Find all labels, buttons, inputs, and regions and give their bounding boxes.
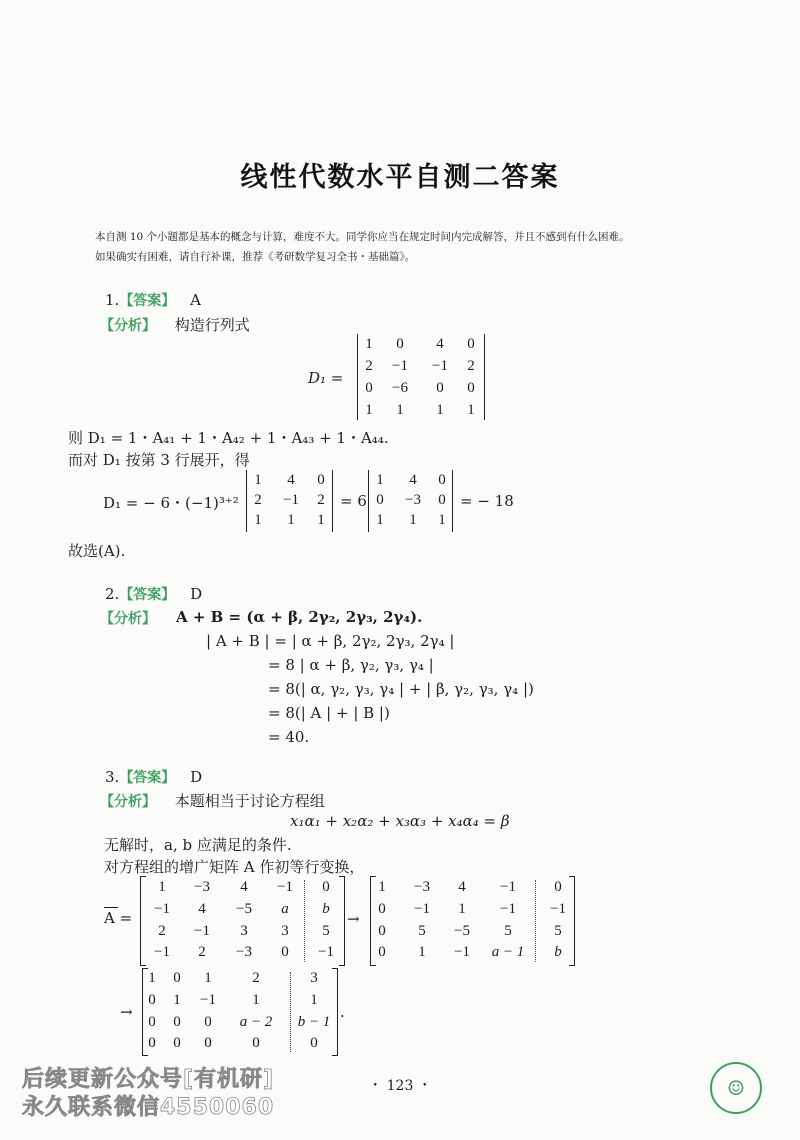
- q3-matrix-2: [370, 876, 575, 966]
- matrix-cell: b: [554, 944, 562, 960]
- matrix-cell: 2: [317, 492, 325, 508]
- matrix-cell: 0: [365, 380, 373, 396]
- matrix-cell: −1: [283, 492, 299, 508]
- matrix-cell: 1: [317, 512, 325, 528]
- matrix-cell: 1: [204, 970, 212, 986]
- q3-header: 3.【答案】 D: [105, 768, 203, 786]
- q1-eq-result: = − 18: [460, 492, 514, 510]
- q2-header: 2.【答案】 D: [105, 585, 203, 603]
- matrix-cell: −1: [432, 358, 448, 374]
- matrix-cell: a − 2: [239, 1014, 273, 1030]
- matrix-cell: 0: [310, 1035, 318, 1051]
- q3-analysis: 【分析】 本题相当于讨论方程组: [100, 792, 325, 810]
- watermark-line-2: 永久联系微信4550060: [22, 1095, 275, 1120]
- matrix-cell: 2: [198, 944, 206, 960]
- matrix-cell: 0: [173, 1014, 181, 1030]
- matrix-cell: 1: [173, 992, 181, 1008]
- q2-answer-tag: 【答案】: [119, 587, 176, 603]
- matrix-cell: 3: [281, 923, 289, 939]
- q3-line-2: 无解时，a, b 应满足的条件.: [104, 836, 292, 854]
- q3-arrow-2: →: [120, 1003, 133, 1021]
- matrix-cell: 0: [378, 944, 386, 960]
- matrix-cell: 2: [254, 492, 262, 508]
- matrix-cell: 4: [287, 472, 295, 488]
- matrix-cell: 1: [376, 512, 384, 528]
- matrix-cell: 0: [436, 380, 444, 396]
- q1-analysis: 【分析】 构造行列式: [100, 316, 250, 334]
- q3-line-3: 对方程组的增广矩阵 A 作初等行变换，: [104, 858, 365, 876]
- matrix-cell: 0: [204, 1035, 212, 1051]
- matrix-cell: 1: [287, 512, 295, 528]
- matrix-cell: 5: [322, 923, 330, 939]
- matrix-cell: 1: [418, 944, 426, 960]
- matrix-cell: 0: [378, 923, 386, 939]
- matrix-cell: 1: [409, 512, 417, 528]
- q3-abar-overline: [104, 907, 118, 908]
- q3-matrix-1: [140, 876, 345, 966]
- q1-eq-prefix: D₁ = − 6・(−1)³⁺²: [103, 494, 239, 512]
- q1-conclusion: 故选(A).: [68, 542, 126, 560]
- matrix-cell: 0: [148, 1035, 156, 1051]
- q3-period: .: [340, 1003, 345, 1021]
- matrix-cell: 0: [438, 492, 446, 508]
- matrix-cell: 0: [554, 879, 562, 895]
- page-title: 线性代数水平自测二答案: [240, 162, 560, 193]
- q2-analysis-tag: 【分析】: [100, 611, 156, 627]
- q2-line-6: = 40.: [268, 728, 310, 746]
- q3-answer: D: [190, 768, 203, 786]
- matrix-cell: −1: [277, 879, 293, 895]
- matrix-cell: 0: [396, 336, 404, 352]
- q2-line-2: | A + B | = | α + β, 2γ₂, 2γ₃, 2γ₄ |: [206, 632, 455, 650]
- matrix-cell: 0: [376, 492, 384, 508]
- watermark-line-1: 后续更新公众号[有机研]: [22, 1067, 275, 1092]
- q2-answer: D: [190, 585, 203, 603]
- matrix-cell: −5: [236, 901, 252, 917]
- matrix-cell: 0: [438, 472, 446, 488]
- matrix-cell: 0: [467, 336, 475, 352]
- matrix-cell: −1: [550, 901, 566, 917]
- q1-answer: A: [190, 291, 201, 309]
- matrix-cell: 2: [252, 970, 260, 986]
- matrix-cell: 0: [148, 992, 156, 1008]
- q2-line-4: = 8(| α, γ₂, γ₃, γ₄ | + | β, γ₂, γ₃, γ₄ |): [268, 680, 534, 698]
- q1-then-line: 则 D₁ = 1・A₄₁ + 1・A₄₂ + 1・A₄₃ + 1・A₄₄.: [68, 429, 389, 447]
- q3-answer-tag: 【答案】: [119, 770, 176, 786]
- matrix-cell: −6: [392, 380, 408, 396]
- matrix-cell: 1: [254, 512, 262, 528]
- q3-equation: x₁α₁ + x₂α₂ + x₃α₃ + x₄α₄ = β: [290, 812, 510, 830]
- matrix-cell: 1: [438, 512, 446, 528]
- q1-eq-mid: = 6: [340, 492, 367, 510]
- matrix-cell: 2: [365, 358, 373, 374]
- matrix-cell: −1: [200, 992, 216, 1008]
- matrix-cell: 2: [158, 923, 166, 939]
- matrix-cell: 5: [504, 923, 512, 939]
- matrix-cell: −1: [392, 358, 408, 374]
- q2-line-1: A + B = (α + β, 2γ₂, 2γ₃, 2γ₄).: [176, 608, 423, 626]
- q1-expand-line: 而对 D₁ 按第 3 行展开，得: [68, 451, 250, 469]
- q1-minor-2: [368, 470, 454, 532]
- matrix-cell: 1: [458, 901, 466, 917]
- matrix-cell: 0: [148, 1014, 156, 1030]
- q3-arrow-1: →: [347, 910, 360, 928]
- matrix-cell: 4: [458, 879, 466, 895]
- matrix-cell: b − 1: [297, 1014, 331, 1030]
- matrix-cell: a: [281, 901, 289, 917]
- q1-d1-label: D₁ =: [308, 369, 344, 387]
- q1-minor: [246, 470, 334, 532]
- matrix-cell: 1: [378, 879, 386, 895]
- matrix-cell: −1: [500, 879, 516, 895]
- matrix-cell: −3: [236, 944, 252, 960]
- matrix-cell: b: [322, 901, 330, 917]
- page-number: ・ 123 ・: [368, 1078, 432, 1094]
- logo-icon: ☺: [710, 1062, 762, 1114]
- matrix-cell: −1: [454, 944, 470, 960]
- matrix-cell: −5: [454, 923, 470, 939]
- q1-answer-tag: 【答案】: [119, 293, 176, 309]
- matrix-cell: 0: [173, 970, 181, 986]
- matrix-cell: 0: [467, 380, 475, 396]
- matrix-cell: a − 1: [491, 944, 525, 960]
- matrix-cell: 5: [418, 923, 426, 939]
- matrix-cell: 1: [252, 992, 260, 1008]
- matrix-cell: 4: [409, 472, 417, 488]
- matrix-cell: 1: [436, 402, 444, 418]
- matrix-cell: −3: [414, 879, 430, 895]
- matrix-cell: 0: [173, 1035, 181, 1051]
- matrix-cell: 1: [254, 472, 262, 488]
- q1-determinant: [357, 334, 487, 420]
- matrix-cell: 0: [378, 901, 386, 917]
- matrix-cell: 0: [322, 879, 330, 895]
- matrix-cell: 1: [365, 402, 373, 418]
- matrix-cell: 4: [436, 336, 444, 352]
- matrix-cell: −1: [414, 901, 430, 917]
- matrix-cell: −1: [194, 923, 210, 939]
- matrix-cell: 4: [240, 879, 248, 895]
- matrix-cell: 1: [396, 402, 404, 418]
- matrix-cell: 3: [310, 970, 318, 986]
- matrix-cell: 4: [198, 901, 206, 917]
- q3-abar-label: A =: [104, 909, 133, 927]
- matrix-cell: 1: [158, 879, 166, 895]
- matrix-cell: 0: [252, 1035, 260, 1051]
- matrix-cell: 2: [467, 358, 475, 374]
- intro-line-1: 本自测 10 个小题都是基本的概念与计算，难度不大。同学你应当在规定时间内完成解答，并且不感到有什么困难。: [95, 231, 630, 243]
- q3-matrix-3: [142, 968, 338, 1056]
- matrix-cell: −3: [405, 492, 421, 508]
- intro-line-2: 如果确实有困难，请自行补课，推荐《考研数学复习全书・基础篇》。: [95, 251, 416, 263]
- matrix-cell: 0: [204, 1014, 212, 1030]
- matrix-cell: −1: [318, 944, 334, 960]
- matrix-cell: −1: [154, 944, 170, 960]
- matrix-cell: −1: [154, 901, 170, 917]
- matrix-cell: −1: [500, 901, 516, 917]
- q1-header: 1.【答案】 A: [105, 291, 201, 309]
- matrix-cell: 0: [281, 944, 289, 960]
- q2-line-5: = 8(| A | + | B |): [268, 704, 390, 722]
- matrix-cell: 1: [376, 472, 384, 488]
- matrix-cell: 0: [317, 472, 325, 488]
- matrix-cell: 1: [310, 992, 318, 1008]
- matrix-cell: −3: [194, 879, 210, 895]
- matrix-cell: 1: [467, 402, 475, 418]
- matrix-cell: 1: [365, 336, 373, 352]
- matrix-cell: 5: [554, 923, 562, 939]
- matrix-cell: 1: [148, 970, 156, 986]
- matrix-cell: 3: [240, 923, 248, 939]
- q2-line-3: = 8 | α + β, γ₂, γ₃, γ₄ |: [268, 656, 434, 674]
